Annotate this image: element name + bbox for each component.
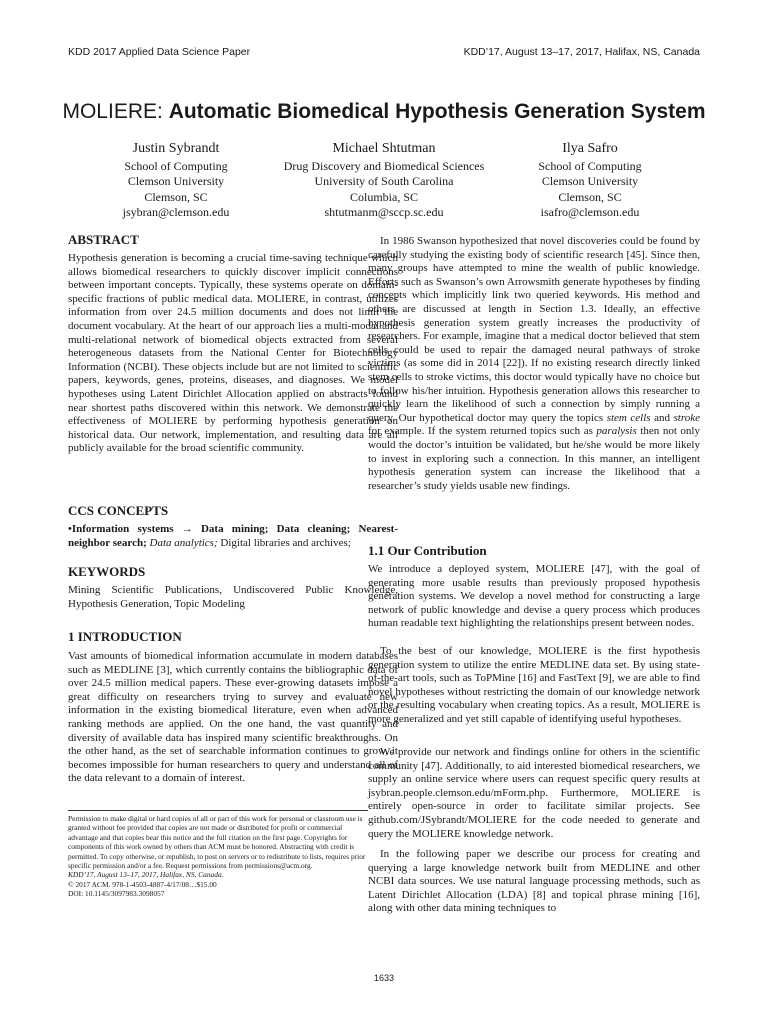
author-name: Justin Sybrandt xyxy=(132,141,220,156)
author-email: shtutmanm@sccp.sc.edu xyxy=(324,205,444,219)
emphasis: paralysis xyxy=(596,425,637,438)
author-1 xyxy=(96,141,256,221)
author-affiliation: University of South Carolina xyxy=(314,174,454,188)
author-location: Columbia, SC xyxy=(349,189,418,204)
paragraph-first-system: To the best of our knowledge, MOLIERE is the first hypothesis generation system to utilize the entire MEDLINE data set. By using state-of-the-art tools, such as ToPMine [16] and FastText [9], we are able to find novel hypotheses without restricting the domain of our knowledge network or the resulting vocabulary when creating topics. As a result, MOLIERE is more generalized and yet still capable of identifying useful hypotheses. xyxy=(368,645,700,725)
text-run: for example. If the system returned topics such as xyxy=(368,425,597,438)
author-affiliation: Drug Discovery and Biomedical Sciences xyxy=(283,158,485,173)
subsection-heading: 1.1 Our Contribution xyxy=(368,543,487,558)
keywords-heading: KEYWORDS xyxy=(68,564,146,579)
copyright-line: © 2017 ACM. 978-1-4503-4887-4/17/08…$15.00 xyxy=(68,879,217,889)
emphasis: stroke xyxy=(673,411,701,424)
doi-line: DOI: 10.1145/3097983.3098057 xyxy=(68,889,165,899)
author-email: jsybran@clemson.edu xyxy=(122,205,230,219)
author-3 xyxy=(510,141,670,221)
emphasis: stem cells xyxy=(606,411,651,424)
introduction-text: Vast amounts of biomedical information accumulate in modern databases such as MEDLINE [3], which currently contains the bibliographic data of over 24.5 million medical papers. These ever-growing datasets impose a great difficulty on researchers trying to survey and evaluate new information in the existing biomedical literature, even when advanced ranking methods are applied. On the one hand, the vast quantity and diversity of available data has inspired many scientific breakthroughs. On the other hand, as the set of searchable information continues to grow, it becomes impossible for human researchers to query and understand all of the data relevant to a domain of interest. xyxy=(68,650,398,785)
title-main: Automatic Biomedical Hypothesis Generation System xyxy=(168,100,706,123)
paragraph-contribution: We introduce a deployed system, MOLIERE [47], with the goal of generating more usable results than previously proposed hypothesis generation systems. We develop a novel method for constructing a large network of public knowledge and devise a query process which produces human readable text highlighting the relationships present between nodes. xyxy=(368,563,700,630)
text-run: and xyxy=(650,411,674,424)
author-2 xyxy=(274,141,494,221)
author-name: Michael Shtutman xyxy=(332,141,436,156)
author-name: Ilya Safro xyxy=(562,141,618,156)
page-number: 1633 xyxy=(373,973,395,983)
text-run: In 1986 Swanson hypothesized that novel discoveries could be found by carefully studying the existing body of scientific research [45]. Since then, many groups have attempted to mine the wealth of public knowledge. Efforts such as Swanson’s own Arrowsmith generate hypotheses by finding concepts which implicitly link two queried keywords. His method and others are discussed at length in Section 1.3. Ideally, an effective hypothesis generation system greatly increases the productivity of researchers. For example, imagine that a medical doctor believed that stem cells could be used to repair the damaged neural pathways of stroke victims (as some did in 2014 [22]). If no existing research directly linked stem cells to stroke victims, this doctor would typically have no choice but to follow his/her intuition. Hypothesis generation allows this researcher to quickly learn the likelihood of such a connection by simply running a query. Our hypothetical doctor may query the topics xyxy=(368,235,700,424)
abstract-heading: ABSTRACT xyxy=(68,232,139,247)
author-affiliation: School of Computing xyxy=(538,158,642,173)
venue-line: KDD’17, August 13–17, 2017, Halifax, NS, Canada. xyxy=(68,870,224,880)
title-prefix: MOLIERE: xyxy=(62,100,169,123)
ccs-bold: •Information systems → Data mining; Data cleaning; Nearest-neighbor search; xyxy=(68,523,398,549)
ccs-text xyxy=(68,523,398,550)
author-affiliation: Clemson University xyxy=(127,174,225,188)
ccs-heading: CCS CONCEPTS xyxy=(68,503,169,518)
running-header-left: KDD 2017 Applied Data Science Paper xyxy=(68,46,251,58)
author-affiliation: School of Computing xyxy=(124,158,228,173)
author-location: Clemson, SC xyxy=(558,189,622,204)
text-run: then not only would the doctor’s intuition be validated, but he/she would be more likely to invest in exploring such a connection. In this manner, an intelligent hypothesis generation system can increase the likelihood that a researcher’s study yields usable new findings. xyxy=(368,425,700,492)
author-email: isafro@clemson.edu xyxy=(540,205,640,219)
ccs-italic: Data analytics; xyxy=(146,536,218,549)
permission-footnote xyxy=(68,810,368,899)
introduction-heading: 1 INTRODUCTION xyxy=(68,629,182,644)
abstract-text: Hypothesis generation is becoming a crucial time-saving technique which allows biomedical researchers to quickly discover implicit connections between important concepts. Typically, these systems operate on domain-specific fractions of public medical data. MOLIERE, in contrast, utilizes information from over 24.5 million documents and does not limit the document vocabulary. At the heart of our approach lies a multi-modal and multi-relational network of biomedical objects extracted from several heterogeneous datasets from the National Center for Biotechnology Information (NCBI). These objects include but are not limited to scientific papers, keywords, genes, proteins, diseases, and diagnoses. We model hypotheses using Latent Dirichlet Allocation applied on abstracts found near shortest paths discovered within this network. We demonstrate the effectiveness of MOLIERE by performing hypothesis generation on historical data. Our network, implementation, and resulting data are all publicly available for the broad scientific community. xyxy=(68,252,398,455)
paragraph-online: We provide our network and findings online for others in the scientific community [47]. Additionally, to aid interested biomedical researchers, we supply an online service where users can request specific query results at jsybran.people.clemson.edu/mForm.php. Furthermore, MOLIERE is entirely open-source in order to facilitate similar projects. See github.com/JSybrandt/MOLIERE for the code needed to generate and query the MOLIERE knowledge network. xyxy=(368,746,700,840)
paragraph-outline: In the following paper we describe our process for creating and querying a large knowledge network built from MEDLINE and other NCBI data sources. We use natural language processing methods, such as Latent Dirichlet Allocation (LDA) [8] and topical phrase mining [16], along with other data mining techniques to xyxy=(368,848,700,915)
author-location: Clemson, SC xyxy=(144,189,208,204)
author-affiliation: Clemson University xyxy=(541,174,639,188)
permission-text: Permission to make digital or hard copies of all or part of this work for personal or classroom use is granted without fee provided that copies are not made or distributed for profit or commercial advantage and that copies bear this notice and the full citation on the first page. Copyrights for components of this work owned by others than ACM must be honored. Abstracting with credit is permitted. To copy otherwise, or republish, to post on servers or to redistribute to lists, requires prior specific permission and/or a fee. Request permissions from permissions@acm.org. xyxy=(68,814,366,871)
ccs-rest: Digital libraries and archives; xyxy=(217,536,351,549)
running-header-right: KDD’17, August 13–17, 2017, Halifax, NS, Canada xyxy=(463,46,700,58)
paper-title xyxy=(0,100,768,124)
paragraph-swanson xyxy=(368,235,700,493)
keywords-text: Mining Scientific Publications, Undiscovered Public Knowledge, Hypothesis Generation, Topic Modeling xyxy=(68,584,398,610)
